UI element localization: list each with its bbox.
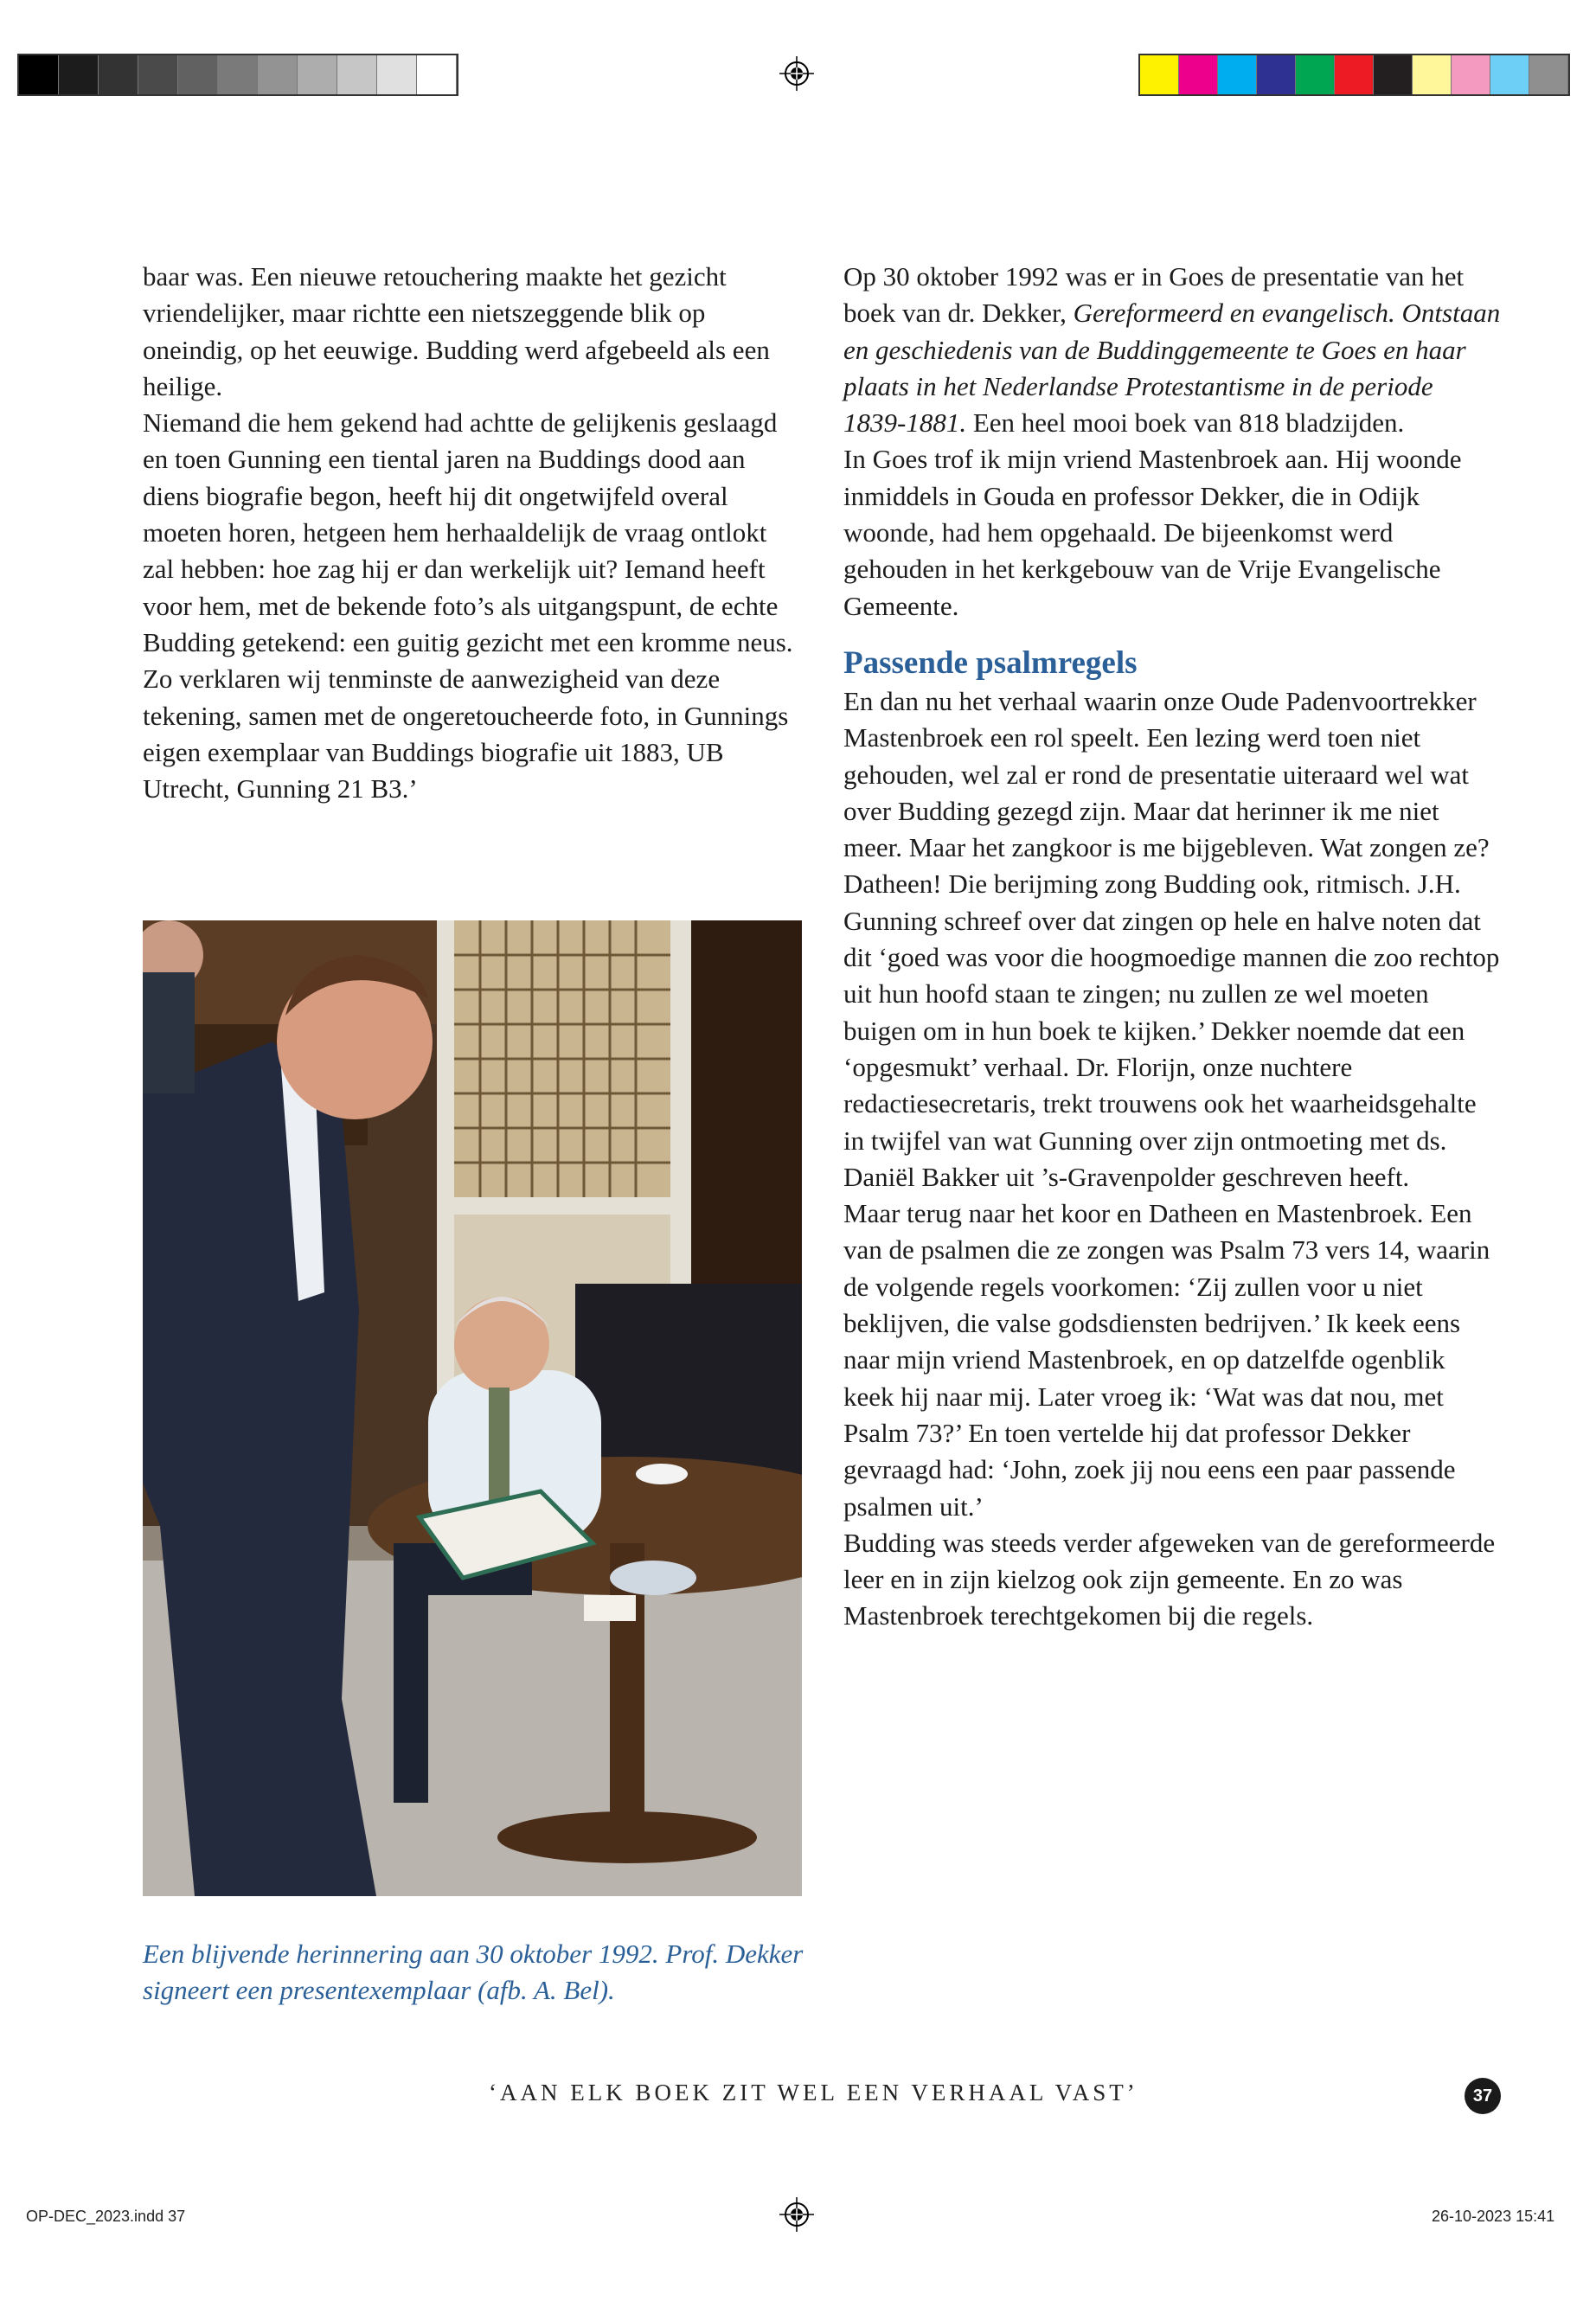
grayscale-calibration-bar — [17, 54, 458, 96]
color-swatch — [1490, 55, 1529, 94]
grayscale-swatch — [417, 55, 457, 94]
color-swatch — [1179, 55, 1218, 94]
right-paragraph-5: Budding was steeds verder afgeweken van de gereformeerde leer en in zijn kielzog ook zijn gemeente. En zo was Mastenbroek terechtgekomen bij die regels. — [843, 1527, 1496, 1631]
color-swatch — [1296, 55, 1335, 94]
color-swatch — [1413, 55, 1452, 94]
right-paragraph-3: En dan nu het verhaal waarin onze Oude Padenvoortrekker Mastenbroek een rol speelt. Een lezing werd toen niet gehouden, wel zal er rond de presentatie uiteraard wel wat over Budding gezegd zijn. Maar dat herinner ik me niet meer. Maar het zangkoor is me bijgebleven. Wat zongen ze? Datheen! Die berijming zong Budding ook, ritmisch. J.H. Gunning schreef over dat zingen op hele en halve noten dat dit ‘goed was voor die hoogmoedige mannen die zoo rechtop uit hun hoofd staan te zingen; nu zullen ze wel moeten buigen om in hun boek te kijken.’ Dekker noemde dat een ‘opgesmukt’ verhaal. Dr. Florijn, onze nuchtere redactiesecretaris, trekt trouwens ook het waarheidsgehalte in twijfel van wat Gunning over zijn ontmoeting met ds. Daniël Bakker uit ’s-Gravenpolder geschreven heeft. — [843, 685, 1500, 1192]
right-paragraph-4: Maar terug naar het koor en Datheen en Mastenbroek. Een van de psalmen die ze zongen was Psalm 73 vers 14, waarin de volgende regels voorkomen: ‘Zij zullen voor u niet beklijven, die valse godsdiensten bedrijven.’ Ik keek eens naar mijn vriend Mastenbroek, en op datzelfde ogenblik keek hij naar mij. Later vroeg ik: ‘Wat was dat nou, met Psalm 73?’ En toen vertelde hij dat professor Dekker gevraagd had: ‘John, zoek jij nou eens een paar passende psalmen uit.’ — [843, 1198, 1490, 1522]
slug-file-info: OP-DEC_2023.indd 37 — [26, 2208, 186, 2225]
section-heading: Passende psalmregels — [843, 644, 1138, 681]
grayscale-swatch — [218, 55, 258, 94]
grayscale-swatch — [337, 55, 377, 94]
registration-mark-top — [779, 56, 814, 91]
left-text-column — [143, 259, 804, 807]
color-swatch — [1218, 55, 1257, 94]
right-paragraph-2: In Goes trof ik mijn vriend Mastenbroek aan. Hij woonde inmiddels in Gouda en professor Dekker, die in Odijk woonde, had hem opgehaald. De bijeenkomst werd gehouden in het kerkgebouw van de Vrije Evangelische Gemeente. — [843, 444, 1462, 621]
grayscale-swatch — [99, 55, 138, 94]
running-footer-title: ‘AAN ELK BOEK ZIT WEL EEN VERHAAL VAST’ — [489, 2080, 1138, 2106]
color-swatch — [1452, 55, 1490, 94]
right-paragraph-1-start: Op 30 oktober 1992 was er in Goes de presentatie van het boek van dr. Dekker, — [843, 261, 1465, 329]
color-calibration-bar — [1138, 54, 1570, 96]
left-paragraph-2: Niemand die hem gekend had achtte de gelijkenis geslaagd en toen Gunning een tiental jaren na Buddings dood aan diens biografie begon, heeft hij dit ongetwijfeld overal moeten horen, hetgeen hem herhaaldelijk de vraag ontlokt zal hebben: hoe zag hij er dan werkelijk uit? Iemand heeft voor hem, met de bekende foto’s als uitgangspunt, de echte Budding getekend: een guitig gezicht met een kromme neus. Zo verklaren wij tenminste de aanwezigheid van deze tekening, samen met de ongeretoucheerde foto, in Gunnings eigen exemplaar van Buddings biografie uit 1883, UB Utrecht, Gunning 21 B3.’ — [143, 407, 793, 804]
registration-mark-bottom — [779, 2197, 814, 2232]
book-title: Gereformeerd en evangelisch. Ontstaan en geschiedenis van de Buddinggemeente te Goes en haar plaats in het Nederlandse Protestantisme in de periode 1839-1881. — [843, 298, 1501, 439]
left-paragraph-1: baar was. Een nieuwe retouchering maakte het gezicht vriendelijker, maar richtte een nietszeggende blik op oneindig, op het eeuwige. Budding werd afgebeeld als een heilige. — [143, 261, 770, 401]
grayscale-swatch — [138, 55, 178, 94]
signing-photo — [143, 920, 802, 1896]
photo-caption: Een blijvende herinnering aan 30 oktober 1992. Prof. Dekker signeert een presentexemplaar (afb. A. Bel). — [143, 1939, 804, 2005]
grayscale-swatch — [298, 55, 337, 94]
grayscale-swatch — [377, 55, 417, 94]
grayscale-swatch — [258, 55, 298, 94]
grayscale-swatch — [178, 55, 218, 94]
right-paragraph-1-end: Een heel mooi boek van 818 bladzijden. — [966, 407, 1405, 439]
color-swatch — [1529, 55, 1568, 94]
right-text-column — [843, 259, 1501, 1635]
color-swatch — [1257, 55, 1296, 94]
color-swatch — [1374, 55, 1413, 94]
page-number-badge: 37 — [1465, 2078, 1501, 2114]
grayscale-swatch — [19, 55, 59, 94]
color-swatch — [1335, 55, 1374, 94]
grayscale-swatch — [59, 55, 99, 94]
color-swatch — [1140, 55, 1179, 94]
right-paragraph-1 — [843, 259, 1501, 441]
slug-date-time: 26-10-2023 15:41 — [1432, 2208, 1555, 2225]
